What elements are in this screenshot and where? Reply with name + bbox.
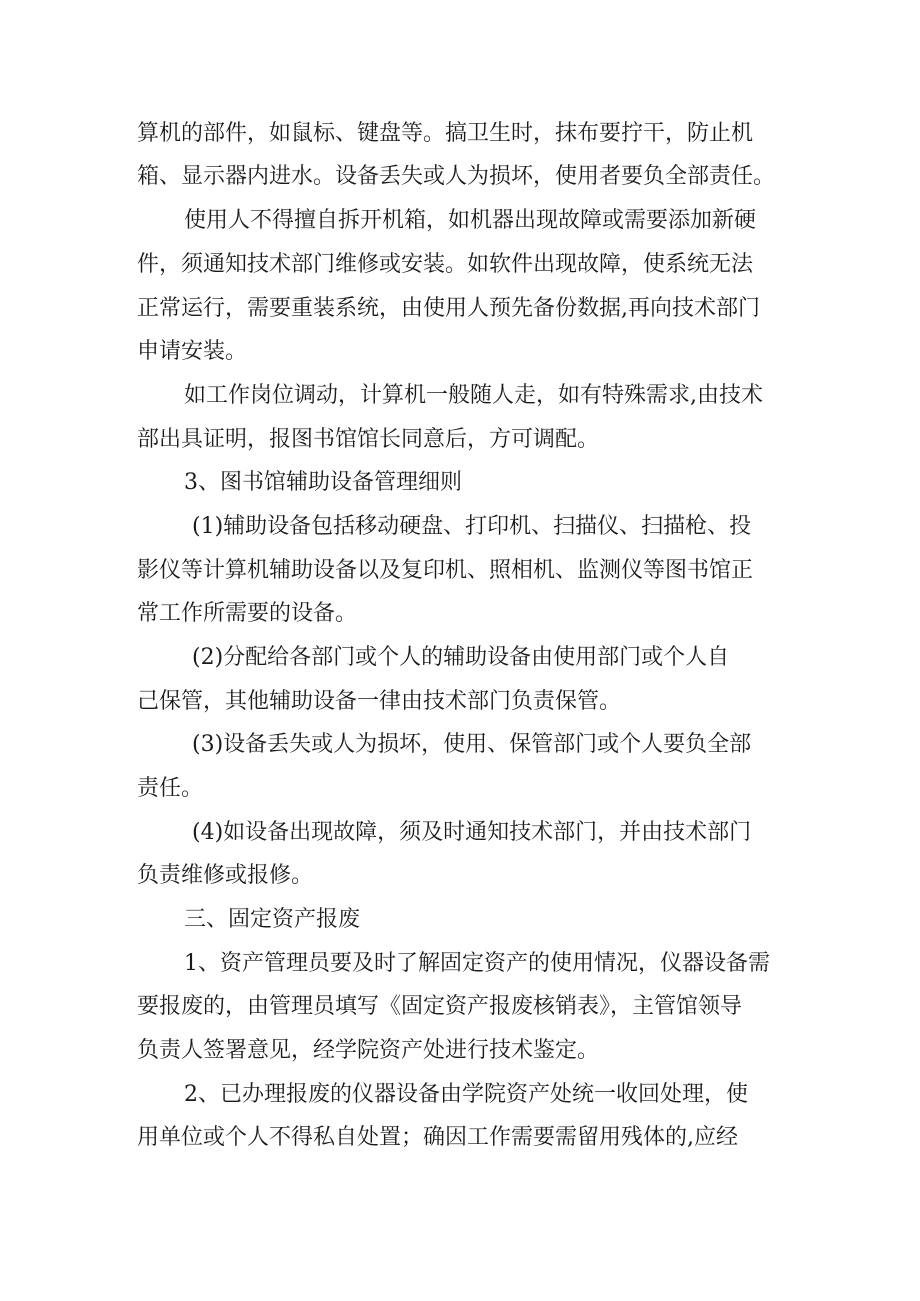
- section-heading: 三、固定资产报废: [184, 907, 361, 932]
- paragraph-start: 如工作岗位调动，计算机一般随人走，如有特殊需求,由技术: [184, 383, 763, 408]
- text-line: 影仪等计算机辅助设备以及复印机、照相机、监测仪等图书馆正: [137, 558, 754, 583]
- paragraph-start: 2、已办理报废的仪器设备由学院资产处统一收回处理，使: [184, 1082, 748, 1107]
- paragraph-start: 使用人不得擅自拆开机箱，如机器出现故障或需要添加新硬: [184, 208, 757, 233]
- text-line: 正常运行，需要重装系统，由使用人预先备份数据,再向技术部门: [137, 296, 760, 321]
- text-line: 负责人签署意见，经学院资产处进行技术鉴定。: [137, 1038, 600, 1063]
- text-line: 申请安装。: [137, 339, 248, 364]
- text-line: 常工作所需要的设备。: [137, 601, 358, 626]
- text-line: 箱、显示器内进水。设备丢失或人为损坏，使用者要负全部责任。: [137, 164, 776, 189]
- list-item-start: (2)分配给各部门或个人的辅助设备由使用部门或个人自: [192, 645, 730, 670]
- list-item-start: (1)辅助设备包括移动硬盘、打印机、扫描仪、扫描枪、投: [192, 514, 752, 539]
- text-line: 要报废的，由管理员填写《固定资产报废核销表》，主管馆领导: [137, 994, 743, 1019]
- list-item-start: (3)设备丢失或人为损坏，使用、保管部门或个人要负全部: [192, 732, 752, 757]
- text-line: 件，须通知技术部门维修或安装。如软件出现故障，使系统无法: [137, 252, 754, 277]
- text-line: 责任。: [137, 776, 204, 801]
- text-line: 己保管，其他辅助设备一律由技术部门负责保管。: [137, 689, 622, 714]
- text-line: 用单位或个人不得私自处置；确因工作需要需留用残体的,应经: [137, 1125, 738, 1150]
- text-line: 部出具证明，报图书馆馆长同意后，方可调配。: [137, 427, 600, 452]
- text-line: 负责维修或报修。: [137, 863, 314, 888]
- paragraph-start: 1、资产管理员要及时了解固定资产的使用情况，仪器设备需: [184, 951, 770, 976]
- list-item-start: (4)如设备出现故障，须及时通知技术部门，并由技术部门: [192, 820, 752, 845]
- section-heading: 3、图书馆辅助设备管理细则: [184, 470, 462, 495]
- text-line: 算机的部件，如鼠标、键盘等。搞卫生时，抹布要拧干，防止机: [137, 121, 754, 146]
